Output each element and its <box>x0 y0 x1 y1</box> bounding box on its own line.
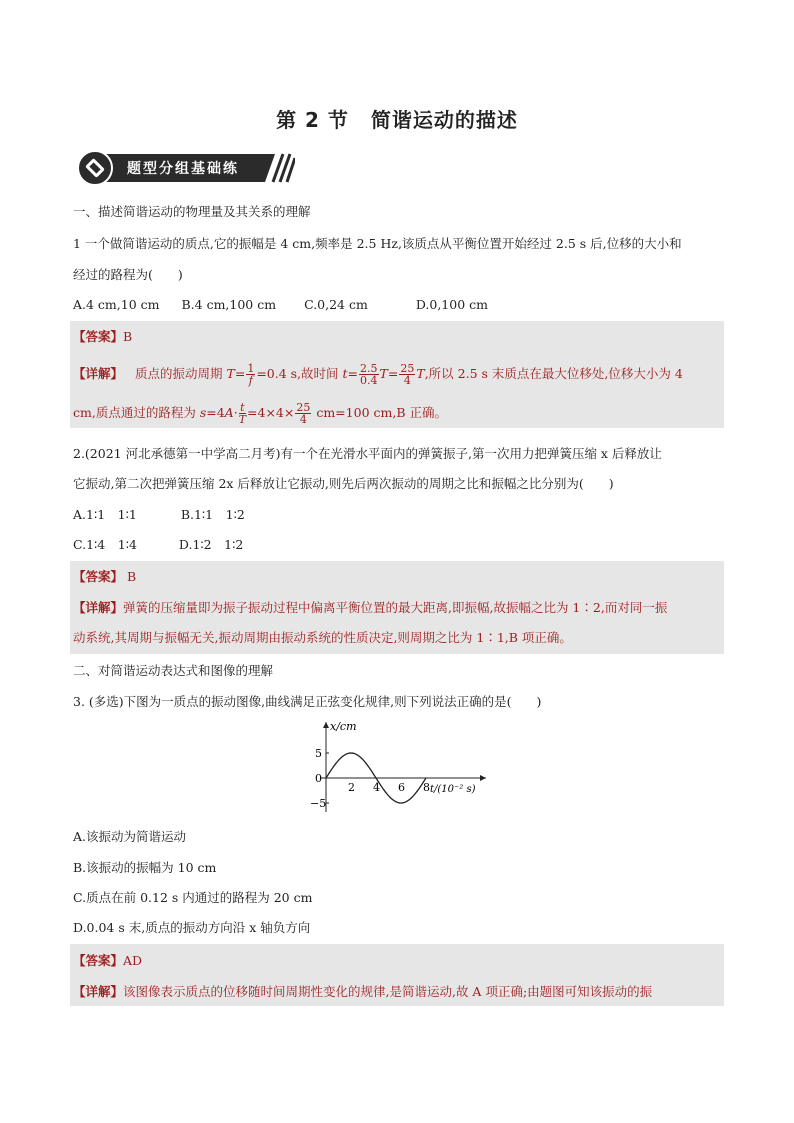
section-name: 简谐运动的描述 <box>370 108 518 132</box>
q1-option-b: B.4 cm,100 cm <box>181 297 277 312</box>
equals: = <box>347 366 359 381</box>
denominator: 4 <box>403 374 411 387</box>
numerator: 1 <box>247 362 255 375</box>
answer-tag: 【答案】 <box>73 329 124 344</box>
vibration-chart <box>300 716 500 816</box>
detail-text: =0.4 s,故时间 <box>256 366 343 381</box>
q3-answer <box>73 953 142 969</box>
x-tick-label: 6 <box>398 781 405 794</box>
answer-value: AD <box>123 953 143 968</box>
section-banner <box>75 150 295 186</box>
q1-options <box>73 297 488 313</box>
x-tick-label: 2 <box>348 781 355 794</box>
q2-option-b: B.1∶1 1∶2 <box>180 507 245 522</box>
detail-tag: 【详解】 <box>73 366 124 381</box>
detail-tag: 【详解】 <box>73 984 124 999</box>
q1-option-c: C.0,24 cm <box>304 297 368 312</box>
q2-detail-line2: 动系统,其周期与振幅无关,振动周期由振动系统的性质决定,则周期之比为 1∶1,B 项正确。 <box>73 630 572 645</box>
x-axis-label: t/(10⁻² s) <box>430 784 476 795</box>
detail-text: 弹簧的压缩量即为振子振动过程中偏离平衡位置的最大距离,即振幅,故振幅之比为 1∶2,而对同一振 <box>123 600 668 615</box>
equals: = <box>387 366 399 381</box>
q1-answer <box>73 329 132 345</box>
q1-option-d: D.0,100 cm <box>415 297 488 312</box>
detail-text: 该图像表示质点的位移随时间周期性变化的规律,是简谐运动,故 A 项正确;由题图可知该振动的振 <box>123 984 653 999</box>
detail-text: 质点的振动周期 <box>135 366 227 381</box>
denominator: T <box>238 413 247 426</box>
q2-options-row2 <box>73 537 243 553</box>
symbol-s: s <box>199 405 207 420</box>
q3-option-d: D.0.04 s 末,质点的振动方向沿 x 轴负方向 <box>73 920 311 935</box>
answer-tag: 【答案】 <box>73 953 124 968</box>
q2-options-row1 <box>73 507 245 523</box>
q1-detail-line2: cm,质点通过的路程为 s=4A· $\frac{t}{T}$ =4×4× $\frac{25}{4}$ cm=100 cm,B 正确。 <box>73 401 447 426</box>
detail-text: ,所以 2.5 s 末质点在最大位移处,位移大小为 4 <box>424 366 683 381</box>
fraction-25-over-4 <box>399 363 415 386</box>
q1-option-a: A.4 cm,10 cm <box>73 297 160 312</box>
y-tick-label: −5 <box>310 797 327 810</box>
y-tick-label: 0 <box>315 772 322 785</box>
q3-stem-line1: 3. (多选)下图为一质点的振动图像,曲线满足正弦变化规律,则下列说法正确的是( ) <box>73 694 542 709</box>
symbol-T: T <box>379 366 388 381</box>
q2-option-d: D.1∶2 1∶2 <box>178 537 244 552</box>
y-tick-label: 5 <box>315 747 322 760</box>
x-tick-label: 8 <box>423 781 430 794</box>
section-number: 第 2 节 <box>276 108 349 132</box>
page-title <box>0 104 794 133</box>
q3-detail-line1 <box>73 984 652 1000</box>
q2-detail-line1 <box>73 600 667 616</box>
section-heading-2: 二、对简谐运动表达式和图像的理解 <box>73 663 274 678</box>
equals: = <box>234 366 246 381</box>
numerator: 2.5 <box>360 362 378 375</box>
q2-option-a: A.1∶1 1∶1 <box>73 507 137 522</box>
q2-stem-line2: 它振动,第二次把弹簧压缩 2x 后释放让它振动,则先后两次振动的周期之比和振幅之比分别为( ) <box>73 476 614 491</box>
answer-value: B <box>123 329 133 344</box>
detail-text: =4 <box>206 405 225 420</box>
banner-label: 题型分组基础练 <box>127 161 239 177</box>
fraction-2-5-over-0-4 <box>359 363 379 386</box>
denominator: f <box>248 374 253 387</box>
detail-text: =4×4× <box>247 405 295 420</box>
numerator: t <box>240 401 245 414</box>
q1-stem-line1: 1 一个做简谐运动的质点,它的振幅是 4 cm,频率是 2.5 Hz,该质点从平衡位置开始经过 2.5 s 后,位移的大小和 <box>73 236 682 251</box>
detail-tag: 【详解】 <box>73 600 124 615</box>
q3-option-a: A.该振动为简谐运动 <box>73 829 187 844</box>
symbol-A: A <box>224 405 234 420</box>
q2-answer <box>73 569 136 585</box>
answer-value: B <box>123 569 137 584</box>
q3-option-c: C.质点在前 0.12 s 内通过的路程为 20 cm <box>73 890 313 905</box>
q1-stem-line2: 经过的路程为( ) <box>73 267 183 282</box>
numerator: 25 <box>400 362 415 375</box>
numerator: 25 <box>296 401 311 414</box>
symbol-T: T <box>416 366 425 381</box>
detail-text: cm=100 cm,B 正确。 <box>312 405 447 420</box>
q3-option-b: B.该振动的振幅为 10 cm <box>73 860 217 875</box>
fraction-1-over-f <box>246 363 255 386</box>
denominator: 0.4 <box>360 374 378 387</box>
q2-stem-line1: 2.(2021 河北承德第一中学高二月考)有一个在光滑水平面内的弹簧振子,第一次用力把弹簧压缩 x 后释放让 <box>73 446 662 461</box>
fraction-t-over-T <box>239 402 246 425</box>
x-tick-label: 4 <box>373 781 380 794</box>
q2-option-c: C.1∶4 1∶4 <box>73 537 137 552</box>
section-heading-1: 一、描述简谐运动的物理量及其关系的理解 <box>73 204 311 219</box>
answer-tag: 【答案】 <box>73 569 124 584</box>
fraction-25-over-4 <box>295 402 311 425</box>
q1-detail-line1 <box>73 363 683 386</box>
denominator: 4 <box>299 413 307 426</box>
symbol-T: T <box>226 366 235 381</box>
detail-text: cm,质点通过的路程为 <box>73 405 200 420</box>
y-axis-label: x/cm <box>330 720 357 733</box>
symbol-t: t <box>342 366 348 381</box>
